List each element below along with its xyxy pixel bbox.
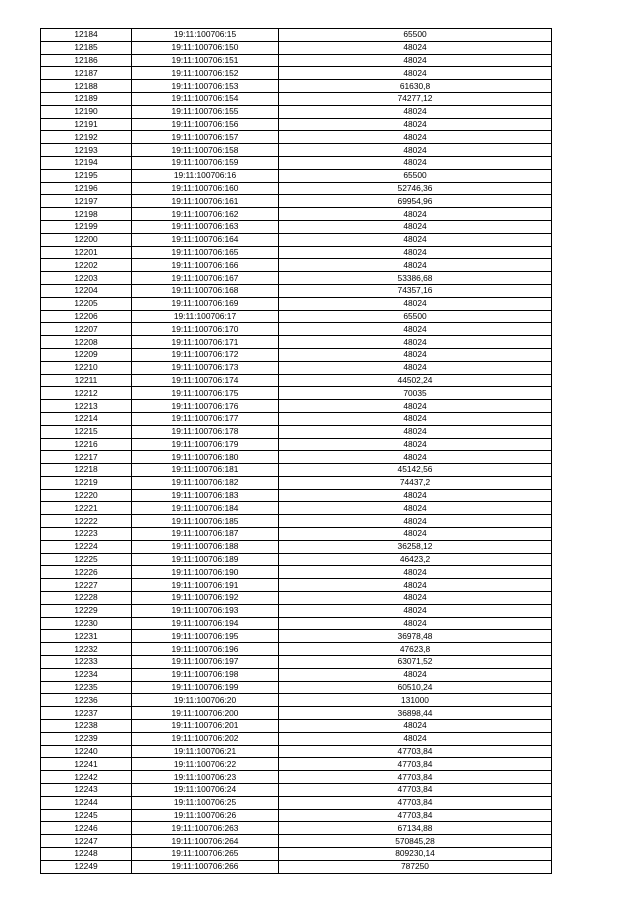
- value-cell: 48024: [279, 361, 552, 374]
- table-row: [41, 630, 552, 643]
- table-row: [41, 848, 552, 861]
- cadastral-number-cell: 19:11:100706:178: [132, 425, 279, 438]
- table-row: [41, 259, 552, 272]
- value-cell: 48024: [279, 668, 552, 681]
- value-cell: 74437,2: [279, 476, 552, 489]
- row-number-cell: 12229: [41, 604, 132, 617]
- cadastral-number-cell: 19:11:100706:155: [132, 105, 279, 118]
- cadastral-number-cell: 19:11:100706:174: [132, 374, 279, 387]
- cadastral-number-cell: 19:11:100706:156: [132, 118, 279, 131]
- value-cell: 48024: [279, 502, 552, 515]
- row-number-cell: 12212: [41, 387, 132, 400]
- table-row: [41, 528, 552, 541]
- value-cell: 48024: [279, 617, 552, 630]
- row-number-cell: 12193: [41, 144, 132, 157]
- table-row: [41, 617, 552, 630]
- table-row: [41, 502, 552, 515]
- value-cell: 47703,84: [279, 758, 552, 771]
- cadastral-number-cell: 19:11:100706:171: [132, 336, 279, 349]
- value-cell: 47703,84: [279, 809, 552, 822]
- cadastral-number-cell: 19:11:100706:266: [132, 860, 279, 873]
- table-row: [41, 745, 552, 758]
- row-number-cell: 12239: [41, 732, 132, 745]
- cadastral-number-cell: 19:11:100706:198: [132, 668, 279, 681]
- table-row: [41, 553, 552, 566]
- row-number-cell: 12196: [41, 182, 132, 195]
- table-row: [41, 144, 552, 157]
- value-cell: 61630,8: [279, 80, 552, 93]
- value-cell: 48024: [279, 131, 552, 144]
- table-row: [41, 515, 552, 528]
- table-row: [41, 67, 552, 80]
- table-row: [41, 489, 552, 502]
- cadastral-number-cell: 19:11:100706:161: [132, 195, 279, 208]
- table-row: [41, 860, 552, 873]
- value-cell: 47623,8: [279, 643, 552, 656]
- cadastral-number-cell: 19:11:100706:184: [132, 502, 279, 515]
- row-number-cell: 12204: [41, 284, 132, 297]
- row-number-cell: 12231: [41, 630, 132, 643]
- value-cell: 45142,56: [279, 464, 552, 477]
- row-number-cell: 12245: [41, 809, 132, 822]
- value-cell: 70035: [279, 387, 552, 400]
- table-row: [41, 80, 552, 93]
- row-number-cell: 12225: [41, 553, 132, 566]
- value-cell: 48024: [279, 144, 552, 157]
- table-row: [41, 246, 552, 259]
- row-number-cell: 12213: [41, 400, 132, 413]
- table-row: [41, 131, 552, 144]
- table-row: [41, 822, 552, 835]
- row-number-cell: 12247: [41, 835, 132, 848]
- row-number-cell: 12242: [41, 771, 132, 784]
- table-row: [41, 451, 552, 464]
- value-cell: 47703,84: [279, 784, 552, 797]
- table-row: [41, 374, 552, 387]
- row-number-cell: 12249: [41, 860, 132, 873]
- cadastral-number-cell: 19:11:100706:188: [132, 540, 279, 553]
- value-cell: 44502,24: [279, 374, 552, 387]
- value-cell: 67134,88: [279, 822, 552, 835]
- table-row: [41, 336, 552, 349]
- value-cell: 47703,84: [279, 771, 552, 784]
- value-cell: 48024: [279, 220, 552, 233]
- cadastral-number-cell: 19:11:100706:24: [132, 784, 279, 797]
- row-number-cell: 12217: [41, 451, 132, 464]
- value-cell: 74357,16: [279, 284, 552, 297]
- value-cell: 48024: [279, 425, 552, 438]
- value-cell: 48024: [279, 259, 552, 272]
- table-row: [41, 272, 552, 285]
- cadastral-number-cell: 19:11:100706:21: [132, 745, 279, 758]
- table-row: [41, 41, 552, 54]
- row-number-cell: 12224: [41, 540, 132, 553]
- cadastral-number-cell: 19:11:100706:194: [132, 617, 279, 630]
- cadastral-number-cell: 19:11:100706:183: [132, 489, 279, 502]
- value-cell: 48024: [279, 208, 552, 221]
- table-row: [41, 681, 552, 694]
- table-row: [41, 195, 552, 208]
- value-cell: 48024: [279, 400, 552, 413]
- value-cell: 48024: [279, 297, 552, 310]
- value-cell: 65500: [279, 310, 552, 323]
- row-number-cell: 12244: [41, 796, 132, 809]
- row-number-cell: 12194: [41, 156, 132, 169]
- cadastral-number-cell: 19:11:100706:175: [132, 387, 279, 400]
- row-number-cell: 12233: [41, 656, 132, 669]
- cadastral-number-cell: 19:11:100706:169: [132, 297, 279, 310]
- row-number-cell: 12200: [41, 233, 132, 246]
- row-number-cell: 12197: [41, 195, 132, 208]
- cadastral-number-cell: 19:11:100706:201: [132, 720, 279, 733]
- cadastral-number-cell: 19:11:100706:153: [132, 80, 279, 93]
- value-cell: 65500: [279, 29, 552, 42]
- row-number-cell: 12210: [41, 361, 132, 374]
- value-cell: 48024: [279, 515, 552, 528]
- table-row: [41, 566, 552, 579]
- row-number-cell: 12230: [41, 617, 132, 630]
- row-number-cell: 12226: [41, 566, 132, 579]
- cadastral-number-cell: 19:11:100706:170: [132, 323, 279, 336]
- value-cell: 48024: [279, 336, 552, 349]
- table-row: [41, 323, 552, 336]
- row-number-cell: 12220: [41, 489, 132, 502]
- cadastral-number-cell: 19:11:100706:182: [132, 476, 279, 489]
- cadastral-number-cell: 19:11:100706:26: [132, 809, 279, 822]
- value-cell: 809230,14: [279, 848, 552, 861]
- row-number-cell: 12215: [41, 425, 132, 438]
- cadastral-number-cell: 19:11:100706:168: [132, 284, 279, 297]
- table-row: [41, 656, 552, 669]
- value-cell: 36898,44: [279, 707, 552, 720]
- cadastral-number-cell: 19:11:100706:264: [132, 835, 279, 848]
- cadastral-number-cell: 19:11:100706:15: [132, 29, 279, 42]
- cadastral-number-cell: 19:11:100706:185: [132, 515, 279, 528]
- cadastral-number-cell: 19:11:100706:191: [132, 579, 279, 592]
- table-row: [41, 29, 552, 42]
- cadastral-number-cell: 19:11:100706:166: [132, 259, 279, 272]
- row-number-cell: 12199: [41, 220, 132, 233]
- table-row: [41, 233, 552, 246]
- cadastral-number-cell: 19:11:100706:190: [132, 566, 279, 579]
- value-cell: 48024: [279, 41, 552, 54]
- value-cell: 48024: [279, 579, 552, 592]
- value-cell: 60510,24: [279, 681, 552, 694]
- table-row: [41, 604, 552, 617]
- row-number-cell: 12202: [41, 259, 132, 272]
- value-cell: 47703,84: [279, 796, 552, 809]
- cadastral-number-cell: 19:11:100706:22: [132, 758, 279, 771]
- row-number-cell: 12201: [41, 246, 132, 259]
- cadastral-number-cell: 19:11:100706:159: [132, 156, 279, 169]
- table-row: [41, 540, 552, 553]
- row-number-cell: 12208: [41, 336, 132, 349]
- value-cell: 36258,12: [279, 540, 552, 553]
- row-number-cell: 12240: [41, 745, 132, 758]
- table-row: [41, 643, 552, 656]
- cadastral-number-cell: 19:11:100706:20: [132, 694, 279, 707]
- table-body: [41, 29, 552, 874]
- value-cell: 48024: [279, 720, 552, 733]
- value-cell: 787250: [279, 860, 552, 873]
- cadastral-number-cell: 19:11:100706:263: [132, 822, 279, 835]
- row-number-cell: 12207: [41, 323, 132, 336]
- value-cell: 46423,2: [279, 553, 552, 566]
- table-row: [41, 182, 552, 195]
- cadastral-number-cell: 19:11:100706:176: [132, 400, 279, 413]
- table-row: [41, 297, 552, 310]
- table-row: [41, 784, 552, 797]
- cadastral-number-cell: 19:11:100706:180: [132, 451, 279, 464]
- cadastral-number-cell: 19:11:100706:23: [132, 771, 279, 784]
- cadastral-number-cell: 19:11:100706:172: [132, 348, 279, 361]
- row-number-cell: 12243: [41, 784, 132, 797]
- value-cell: 48024: [279, 54, 552, 67]
- row-number-cell: 12222: [41, 515, 132, 528]
- table-row: [41, 425, 552, 438]
- table-row: [41, 438, 552, 451]
- table-row: [41, 92, 552, 105]
- row-number-cell: 12216: [41, 438, 132, 451]
- table-row: [41, 835, 552, 848]
- row-number-cell: 12248: [41, 848, 132, 861]
- value-cell: 48024: [279, 604, 552, 617]
- cadastral-number-cell: 19:11:100706:202: [132, 732, 279, 745]
- table-row: [41, 220, 552, 233]
- table-row: [41, 592, 552, 605]
- value-cell: 570845,28: [279, 835, 552, 848]
- table-row: [41, 668, 552, 681]
- table-row: [41, 284, 552, 297]
- table-row: [41, 796, 552, 809]
- cadastral-number-cell: 19:11:100706:189: [132, 553, 279, 566]
- table-row: [41, 54, 552, 67]
- table-row: [41, 105, 552, 118]
- value-cell: 48024: [279, 67, 552, 80]
- row-number-cell: 12188: [41, 80, 132, 93]
- cadastral-number-cell: 19:11:100706:16: [132, 169, 279, 182]
- row-number-cell: 12191: [41, 118, 132, 131]
- cadastral-number-cell: 19:11:100706:154: [132, 92, 279, 105]
- value-cell: 48024: [279, 566, 552, 579]
- cadastral-number-cell: 19:11:100706:163: [132, 220, 279, 233]
- cadastral-number-cell: 19:11:100706:193: [132, 604, 279, 617]
- value-cell: 48024: [279, 156, 552, 169]
- cadastral-number-cell: 19:11:100706:157: [132, 131, 279, 144]
- cadastral-number-cell: 19:11:100706:199: [132, 681, 279, 694]
- row-number-cell: 12187: [41, 67, 132, 80]
- table-row: [41, 208, 552, 221]
- table-row: [41, 809, 552, 822]
- cadastral-number-cell: 19:11:100706:165: [132, 246, 279, 259]
- cadastral-number-cell: 19:11:100706:151: [132, 54, 279, 67]
- table-row: [41, 579, 552, 592]
- cadastral-number-cell: 19:11:100706:196: [132, 643, 279, 656]
- row-number-cell: 12190: [41, 105, 132, 118]
- table-row: [41, 412, 552, 425]
- row-number-cell: 12223: [41, 528, 132, 541]
- table-row: [41, 476, 552, 489]
- value-cell: 48024: [279, 438, 552, 451]
- row-number-cell: 12232: [41, 643, 132, 656]
- row-number-cell: 12211: [41, 374, 132, 387]
- value-cell: 48024: [279, 412, 552, 425]
- row-number-cell: 12184: [41, 29, 132, 42]
- row-number-cell: 12192: [41, 131, 132, 144]
- cadastral-number-cell: 19:11:100706:192: [132, 592, 279, 605]
- row-number-cell: 12186: [41, 54, 132, 67]
- row-number-cell: 12236: [41, 694, 132, 707]
- row-number-cell: 12234: [41, 668, 132, 681]
- table-row: [41, 348, 552, 361]
- value-cell: 36978,48: [279, 630, 552, 643]
- row-number-cell: 12235: [41, 681, 132, 694]
- row-number-cell: 12206: [41, 310, 132, 323]
- table-row: [41, 707, 552, 720]
- value-cell: 48024: [279, 451, 552, 464]
- value-cell: 74277,12: [279, 92, 552, 105]
- value-cell: 48024: [279, 348, 552, 361]
- row-number-cell: 12195: [41, 169, 132, 182]
- value-cell: 48024: [279, 489, 552, 502]
- table-row: [41, 732, 552, 745]
- cadastral-number-cell: 19:11:100706:200: [132, 707, 279, 720]
- row-number-cell: 12221: [41, 502, 132, 515]
- table-row: [41, 720, 552, 733]
- cadastral-number-cell: 19:11:100706:265: [132, 848, 279, 861]
- row-number-cell: 12238: [41, 720, 132, 733]
- row-number-cell: 12246: [41, 822, 132, 835]
- cadastral-number-cell: 19:11:100706:177: [132, 412, 279, 425]
- table-row: [41, 387, 552, 400]
- row-number-cell: 12228: [41, 592, 132, 605]
- value-cell: 48024: [279, 233, 552, 246]
- table-row: [41, 310, 552, 323]
- row-number-cell: 12198: [41, 208, 132, 221]
- value-cell: 53386,68: [279, 272, 552, 285]
- cadastral-number-cell: 19:11:100706:150: [132, 41, 279, 54]
- data-table: [40, 28, 552, 874]
- value-cell: 65500: [279, 169, 552, 182]
- row-number-cell: 12203: [41, 272, 132, 285]
- value-cell: 48024: [279, 528, 552, 541]
- table-row: [41, 361, 552, 374]
- row-number-cell: 12219: [41, 476, 132, 489]
- cadastral-number-cell: 19:11:100706:195: [132, 630, 279, 643]
- row-number-cell: 12189: [41, 92, 132, 105]
- cadastral-number-cell: 19:11:100706:197: [132, 656, 279, 669]
- cadastral-number-cell: 19:11:100706:17: [132, 310, 279, 323]
- value-cell: 48024: [279, 105, 552, 118]
- value-cell: 48024: [279, 732, 552, 745]
- row-number-cell: 12227: [41, 579, 132, 592]
- cadastral-number-cell: 19:11:100706:162: [132, 208, 279, 221]
- cadastral-number-cell: 19:11:100706:25: [132, 796, 279, 809]
- value-cell: 52746,36: [279, 182, 552, 195]
- row-number-cell: 12209: [41, 348, 132, 361]
- value-cell: 48024: [279, 323, 552, 336]
- table-row: [41, 400, 552, 413]
- cadastral-number-cell: 19:11:100706:173: [132, 361, 279, 374]
- cadastral-number-cell: 19:11:100706:160: [132, 182, 279, 195]
- table-row: [41, 464, 552, 477]
- row-number-cell: 12237: [41, 707, 132, 720]
- cadastral-number-cell: 19:11:100706:179: [132, 438, 279, 451]
- table-row: [41, 771, 552, 784]
- cadastral-number-cell: 19:11:100706:181: [132, 464, 279, 477]
- value-cell: 48024: [279, 246, 552, 259]
- value-cell: 69954,96: [279, 195, 552, 208]
- cadastral-number-cell: 19:11:100706:187: [132, 528, 279, 541]
- table-row: [41, 118, 552, 131]
- row-number-cell: 12241: [41, 758, 132, 771]
- row-number-cell: 12218: [41, 464, 132, 477]
- row-number-cell: 12185: [41, 41, 132, 54]
- cadastral-number-cell: 19:11:100706:164: [132, 233, 279, 246]
- row-number-cell: 12205: [41, 297, 132, 310]
- table-row: [41, 169, 552, 182]
- table-row: [41, 156, 552, 169]
- value-cell: 47703,84: [279, 745, 552, 758]
- value-cell: 63071,52: [279, 656, 552, 669]
- cadastral-number-cell: 19:11:100706:152: [132, 67, 279, 80]
- table-row: [41, 758, 552, 771]
- cadastral-number-cell: 19:11:100706:167: [132, 272, 279, 285]
- table-row: [41, 694, 552, 707]
- value-cell: 131000: [279, 694, 552, 707]
- value-cell: 48024: [279, 118, 552, 131]
- value-cell: 48024: [279, 592, 552, 605]
- row-number-cell: 12214: [41, 412, 132, 425]
- cadastral-number-cell: 19:11:100706:158: [132, 144, 279, 157]
